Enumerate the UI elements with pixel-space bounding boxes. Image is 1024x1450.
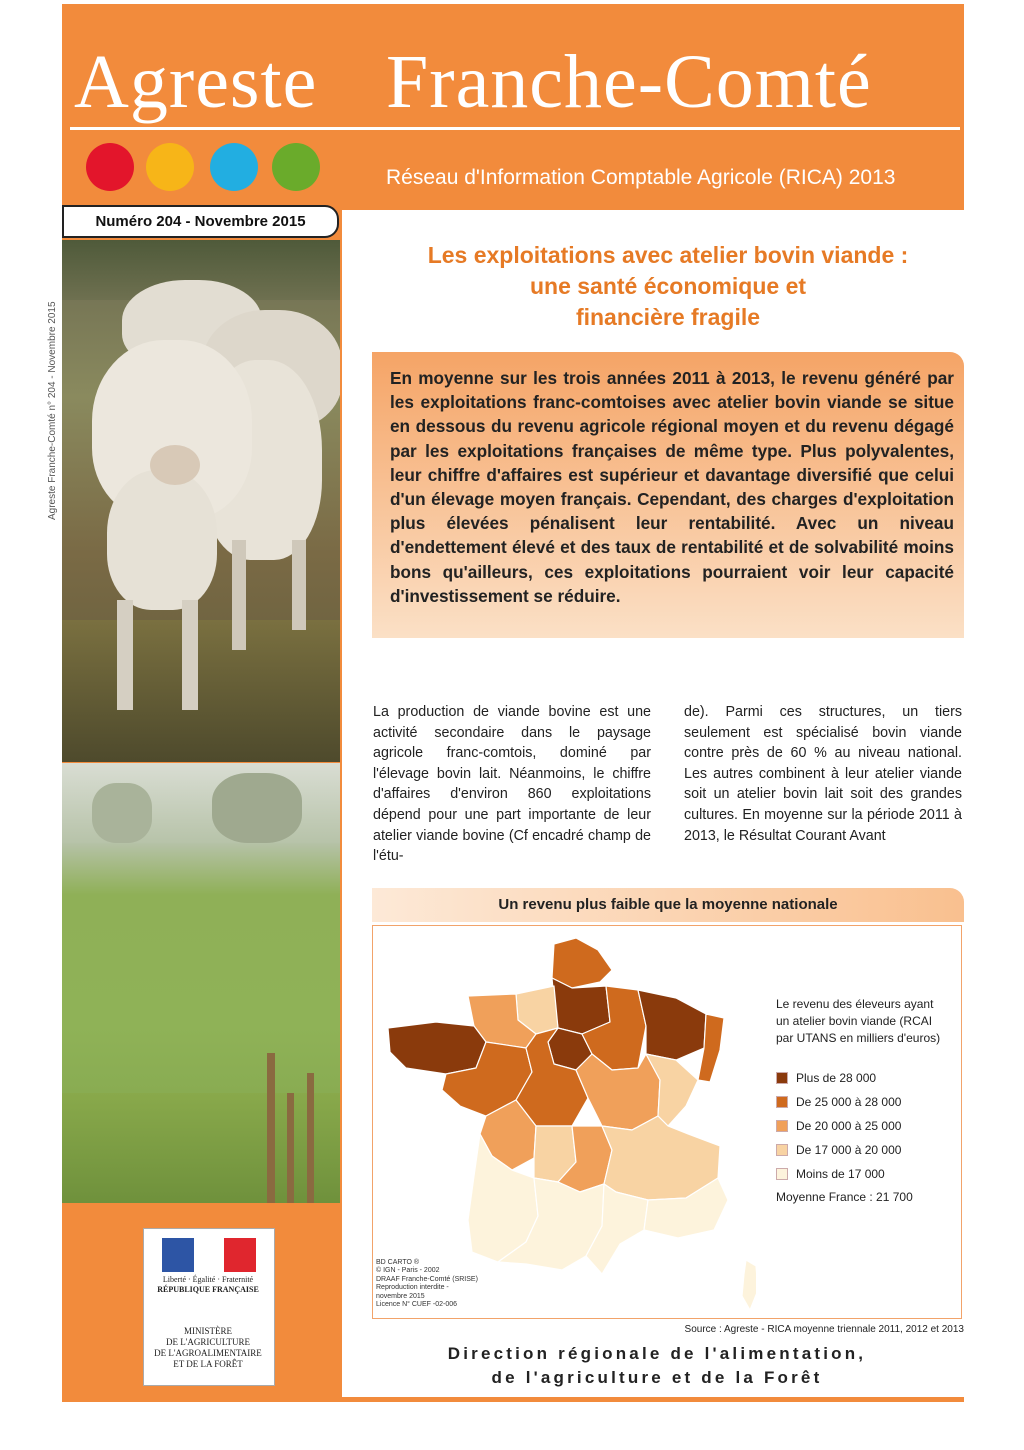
map-caption: Un revenu plus faible que la moyenne nationale bbox=[372, 888, 964, 922]
legend-item bbox=[776, 1167, 885, 1181]
footer-bar bbox=[62, 1397, 964, 1402]
legend-average: Moyenne France : 21 700 bbox=[776, 1190, 913, 1204]
footer-direction bbox=[350, 1342, 964, 1390]
region-lorraine bbox=[638, 990, 706, 1060]
header-divider bbox=[70, 127, 960, 130]
issue-number-badge: Numéro 204 - Novembre 2015 bbox=[62, 205, 339, 238]
meadow-photo bbox=[62, 763, 340, 1203]
credit-line: © IGN - Paris - 2002 bbox=[376, 1267, 440, 1275]
credit-line: Reproduction interdite - bbox=[376, 1284, 449, 1292]
ministry-name-line2: DE L'AGRICULTURE bbox=[165, 1337, 251, 1347]
headline-line: financière fragile bbox=[575, 304, 761, 330]
vertical-issue-reference: Agreste Franche-Comté n° 204 - Novembre 2015 bbox=[47, 301, 58, 520]
legend-swatch bbox=[776, 1072, 788, 1084]
credit-line: BD CARTO ® bbox=[376, 1259, 420, 1266]
lead-paragraph: En moyenne sur les trois années 2011 à 2013, le revenu généré par les exploitations franc-comtoises avec atelier bovin viande se situe en dessous du revenu agricole régional moyen et du revenu dégagé par les exploitations françaises de même type. Plus polyvalentes, leur chiffre d'affaires est supérieur et davantage diversifié que celui d'un élevage moyen français. Cependant, des charges d'exploitation plus élevées pénalisent leur rentabilité. Avec un niveau d'endettement élevé et des taux de rentabilité et de solvabilité moins bons qu'ailleurs, ces exploitations pourraient voir leur capacité d'investissement se réduire. bbox=[390, 368, 954, 606]
legend-swatch bbox=[776, 1168, 788, 1180]
legend-label: De 25 000 à 28 000 bbox=[796, 1095, 902, 1109]
article-headline bbox=[372, 240, 964, 333]
legend-item bbox=[776, 1071, 876, 1085]
legend-label: De 20 000 à 25 000 bbox=[796, 1119, 902, 1133]
headline-line: Les exploitations avec atelier bovin viande : bbox=[427, 242, 909, 268]
legend-item bbox=[776, 1095, 901, 1109]
body-column-2: de). Parmi ces structures, un tiers seulement est spécialisé bovin viande contre près de 60 % au niveau national. Les autres combinent à leur atelier viande soit un atelier bovin lait soit des grandes cultures. En moyenne sur la période 2011 à 2013, le Résultat Courant Avant bbox=[684, 704, 962, 844]
legend-swatch bbox=[776, 1144, 788, 1156]
legend-title: Le revenu des éleveurs ayant un atelier bovin viande (RCAI par UTANS en milliers d'euros) bbox=[776, 997, 941, 1045]
france-region-map bbox=[376, 930, 756, 1315]
legend-label: Plus de 28 000 bbox=[796, 1071, 877, 1085]
legend-swatch bbox=[776, 1096, 788, 1108]
blue-dot-icon bbox=[210, 143, 258, 191]
flag-red-band bbox=[224, 1238, 256, 1272]
ministry-name-line4: ET DE LA FORÊT bbox=[173, 1359, 243, 1369]
footer-line: Direction régionale de l'alimentation, bbox=[447, 1344, 867, 1363]
body-column-1: La production de viande bovine est une activité secondaire dans le paysage agricole franc-comtois, dominé par l'élevage bovin lait. Néanmoins, le chiffre d'affaires d'environ 860 exploitations dépend pour une part importante de leur atelier viande bovine (Cf encadré champ de l'étu- bbox=[373, 704, 651, 865]
header-subtitle: Réseau d'Information Comptable Agricole (RICA) 2013 bbox=[386, 166, 896, 189]
map-credit bbox=[376, 1259, 516, 1309]
region-nord bbox=[552, 938, 612, 988]
ministry-name-line1: MINISTÈRE bbox=[184, 1326, 232, 1336]
legend-item bbox=[776, 1119, 901, 1133]
green-dot-icon bbox=[272, 143, 320, 191]
region-title: Franche-Comté bbox=[386, 40, 872, 124]
flag-blue-band bbox=[162, 1238, 194, 1272]
republic-motto: Liberté · Égalité · Fraternité bbox=[162, 1275, 254, 1284]
flag-white-band bbox=[194, 1238, 224, 1272]
credit-line: Licence N° CUEF -02-006 bbox=[376, 1301, 457, 1309]
yellow-dot-icon bbox=[146, 143, 194, 191]
region-bretagne bbox=[388, 1022, 486, 1074]
headline-line: une santé économique et bbox=[529, 273, 807, 299]
legend-label: Moins de 17 000 bbox=[796, 1167, 885, 1181]
footer-line: de l'agriculture et de la Forêt bbox=[491, 1368, 823, 1387]
credit-line: novembre 2015 bbox=[376, 1292, 425, 1300]
cows-photo bbox=[62, 240, 340, 762]
legend-label: De 17 000 à 20 000 bbox=[796, 1143, 902, 1157]
region-corse bbox=[742, 1260, 756, 1310]
ministry-name-line3: DE L'AGROALIMENTAIRE bbox=[154, 1348, 262, 1358]
credit-line: DRAAF Franche-Comté (SRISE) bbox=[376, 1275, 478, 1283]
map-source: Source : Agreste - RICA moyenne triennale 2011, 2012 et 2013 bbox=[684, 1324, 964, 1335]
red-dot-icon bbox=[86, 143, 134, 191]
republic-name: RÉPUBLIQUE FRANÇAISE bbox=[157, 1285, 259, 1294]
brand-title: Agreste bbox=[74, 40, 318, 124]
legend-swatch bbox=[776, 1120, 788, 1132]
legend-item bbox=[776, 1143, 901, 1157]
